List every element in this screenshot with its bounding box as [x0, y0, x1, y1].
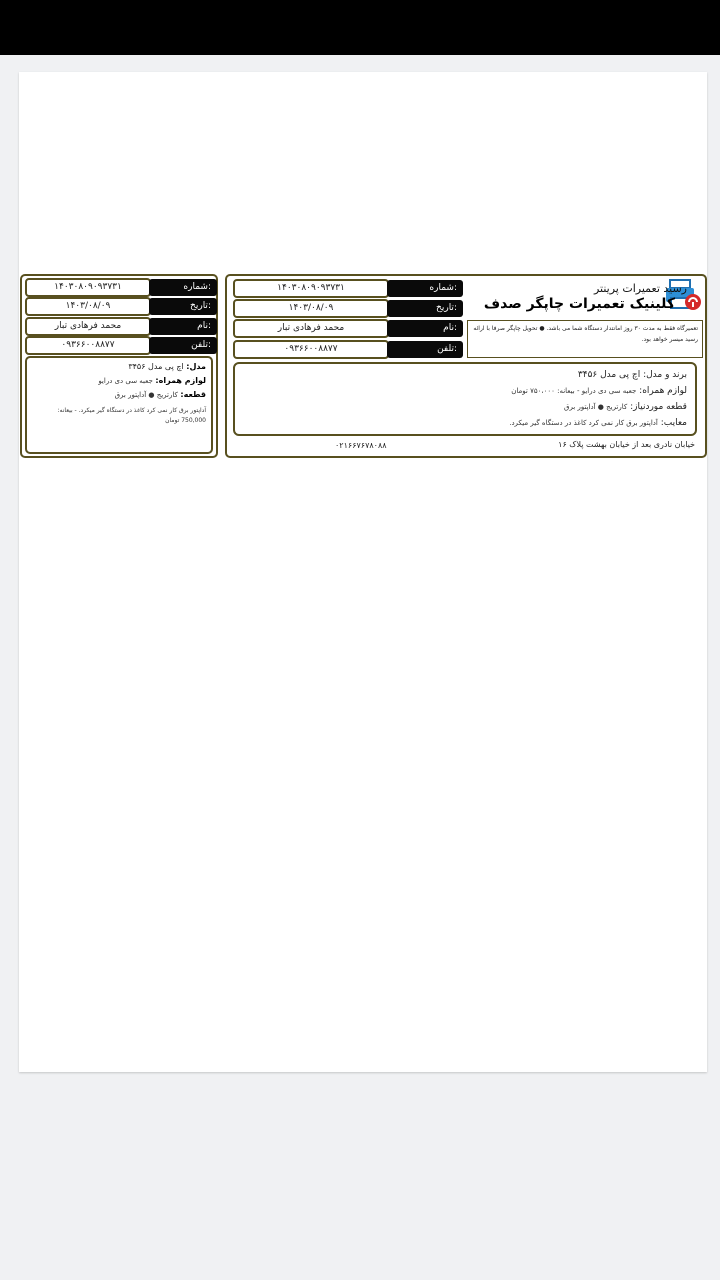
- clinic-phone: ۰۲۱۶۶۷۶۷۸۰۸۸: [335, 441, 387, 450]
- brand-model-label: برند و مدل:: [643, 370, 687, 380]
- stub-number-label: شماره:: [149, 279, 217, 296]
- defects-label: معایب:: [660, 418, 687, 428]
- parts-label: قطعه موردنیاز:: [630, 402, 687, 412]
- stub-number-row: [25, 278, 217, 297]
- phone-row: [233, 340, 463, 359]
- date-row: [233, 299, 463, 318]
- clinic-address: خیابان نادری بعد از خیابان بهشت پلاک ۱۶: [558, 440, 695, 449]
- stub-phone-value: ۰۹۳۶۶۰۰۸۸۷۷: [25, 336, 151, 355]
- stub-name-value: محمد فرهادی تبار: [25, 317, 151, 336]
- phone-label: تلفن:: [387, 341, 463, 358]
- stub-model-value: اچ پی مدل ۳۴۵۶: [128, 362, 184, 371]
- phone-value: ۰۹۳۶۶۰۰۸۸۷۷: [233, 340, 389, 359]
- stub-number-value: ۱۴۰۳۰۸۰۹۰۹۳۷۳۱: [25, 278, 151, 297]
- document-page: [19, 72, 707, 1072]
- stub-details-box: [25, 356, 213, 454]
- stub-note: آداپتور برق کار نمی کرد کاغذ در دستگاه گیر میکرد. - بیعانه: 750,000 تومان: [57, 407, 206, 424]
- stub-name-label: نام:: [149, 318, 217, 335]
- receipt-strip: [19, 274, 707, 458]
- date-label: تاریخ:: [387, 300, 463, 317]
- name-label: نام:: [387, 320, 463, 337]
- number-row: [233, 279, 463, 298]
- status-bar: [0, 0, 720, 55]
- stub-phone-label: تلفن:: [149, 337, 217, 354]
- number-label: شماره:: [387, 280, 463, 297]
- stub-date-value: ۱۴۰۳/۰۸/۰۹: [25, 297, 151, 316]
- stub-model-label: مدل:: [186, 362, 206, 371]
- stub-part-line: [32, 388, 206, 402]
- stub-phone-row: [25, 336, 217, 355]
- number-value: ۱۴۰۳۰۸۰۹۰۹۳۷۳۱: [233, 279, 389, 298]
- stub-date-row: [25, 297, 217, 316]
- defects-line: [243, 415, 687, 431]
- stub-accessories-line: [32, 374, 206, 388]
- accessories-label: لوازم همراه:: [639, 386, 687, 396]
- receipt-stub: [20, 274, 218, 458]
- receipt-title: رسید تعمیرات پرینتر: [593, 282, 687, 295]
- stub-part-value: کارتریج ● آداپتور برق: [114, 391, 178, 399]
- parts-line: [243, 399, 687, 415]
- stub-date-label: تاریخ:: [149, 298, 217, 315]
- stub-name-row: [25, 317, 217, 336]
- stub-model-line: [32, 360, 206, 374]
- stub-accessories-label: لوازم همراه:: [155, 376, 206, 385]
- stub-accessories-value: جعبه سی دی درایو: [98, 377, 153, 385]
- brand-model-value: اچ پی مدل ۳۴۵۶: [577, 370, 641, 380]
- name-value: محمد فرهادی تبار: [233, 319, 389, 338]
- defects-value: آداپتور برق کار نمی کرد کاغذ در دستگاه گیر میکرد.: [509, 419, 658, 427]
- date-value: ۱۴۰۳/۰۸/۰۹: [233, 299, 389, 318]
- name-row: [233, 319, 463, 338]
- parts-value: کارتریج ● آداپتور برق: [564, 403, 628, 411]
- stub-part-label: قطعه:: [180, 390, 206, 399]
- receipt-main: [225, 274, 707, 458]
- brand-model-line: [243, 367, 687, 383]
- notice-box: تعمیرگاه فقط به مدت ۳۰ روز امانتدار دستگاه شما می باشد. ● تحویل چاپگر صرفا با ارائه رسید میسر خواهد بود.: [467, 320, 703, 358]
- accessories-line: [243, 383, 687, 399]
- details-box: [233, 362, 697, 436]
- accessories-value: جعبه سی دی درایو - بیعانه: ۷۵۰،۰۰۰ تومان: [511, 387, 637, 395]
- clinic-name: کلینیک تعمیرات چاپگر صدف: [483, 296, 675, 312]
